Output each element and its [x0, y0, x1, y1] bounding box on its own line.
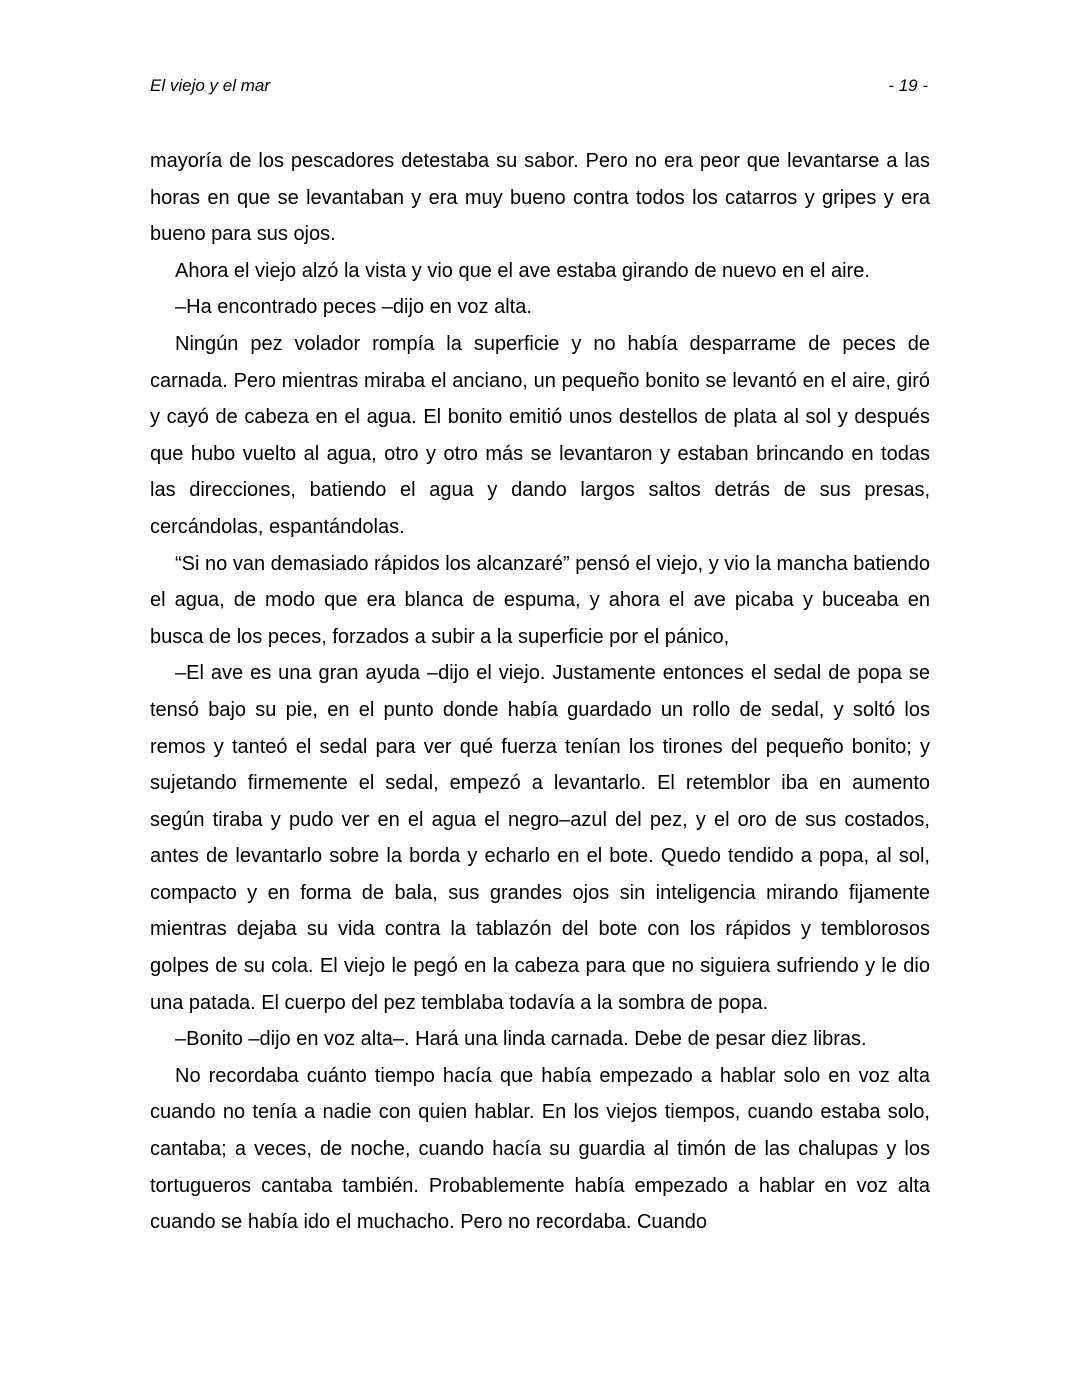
paragraph: Ahora el viejo alzó la vista y vio que el ave estaba girando de nuevo en el aire.	[175, 259, 870, 282]
running-header	[150, 74, 928, 98]
paragraph: Ningún pez volador rompía la superficie y no había desparrame de peces de carnada. Pero mientras miraba el anciano, un pequeño bonito se levantó en el aire, giró y cayó de cabeza en el agua. El bonito emitió unos destellos de plata al sol y después que hubo vuelto al agua, otro y otro más se levantaron y estaban brincando en todas las direcciones, batiendo el agua y dando largos saltos detrás de sus presas, cercándolas, espantándolas.	[150, 332, 930, 538]
page-number: - 19 -	[888, 76, 928, 95]
paragraph-dialogue: –Bonito –dijo en voz alta–. Hará una linda carnada. Debe de pesar diez libras.	[175, 1028, 867, 1051]
paragraph: No recordaba cuánto tiempo hacía que había empezado a hablar solo en voz alta cuando no tenía a nadie con quien hablar. En los viejos tiempos, cuando estaba solo, cantaba; a veces, de noche, cuando hacía su guardia al timón de las chalupas y los tortugueros cantaba también. Probablemente había empezado a hablar en voz alta cuando se había ido el muchacho. Pero no recordaba. Cuando	[150, 1064, 930, 1234]
paragraph: “Si no van demasiado rápidos los alcanzaré” pensó el viejo, y vio la mancha batiendo el agua, de modo que era blanca de espuma, y ahora el ave picaba y buceaba en busca de los peces, forzados a subir a la superficie por el pánico,	[150, 552, 930, 648]
paragraph-continued: mayoría de los pescadores detestaba su sabor. Pero no era peor que levantarse a las horas en que se levantaban y era muy bueno contra todos los catarros y gripes y era bueno para sus ojos.	[150, 150, 930, 246]
book-title: El viejo y el mar	[150, 76, 270, 95]
paragraph-dialogue: –Ha encontrado peces –dijo en voz alta.	[175, 296, 532, 319]
paragraph-dialogue: –El ave es una gran ayuda –dijo el viejo. Justamente entonces el sedal de popa se tensó bajo su pie, en el punto donde había guardado un rollo de sedal, y soltó los remos y tanteó el sedal para ver qué fuerza tenían los tirones del pequeño bonito; y sujetando firmemente el sedal, empezó a levantarlo. El retemblor iba en aumento según tiraba y pudo ver en el agua el negro–azul del pez, y el oro de sus costados, antes de levantarlo sobre la borda y echarlo en el bote. Quedo tendido a popa, al sol, compacto y en forma de bala, sus grandes ojos sin inteligencia mirando fijamente mientras dejaba su vida contra la tablazón del bote con los rápidos y temblorosos golpes de su cola. El viejo le pegó en la cabeza para que no siguiera sufriendo y le dio una patada. El cuerpo del pez temblaba todavía a la sombra de popa.	[150, 662, 930, 1014]
body-text	[150, 143, 930, 1241]
